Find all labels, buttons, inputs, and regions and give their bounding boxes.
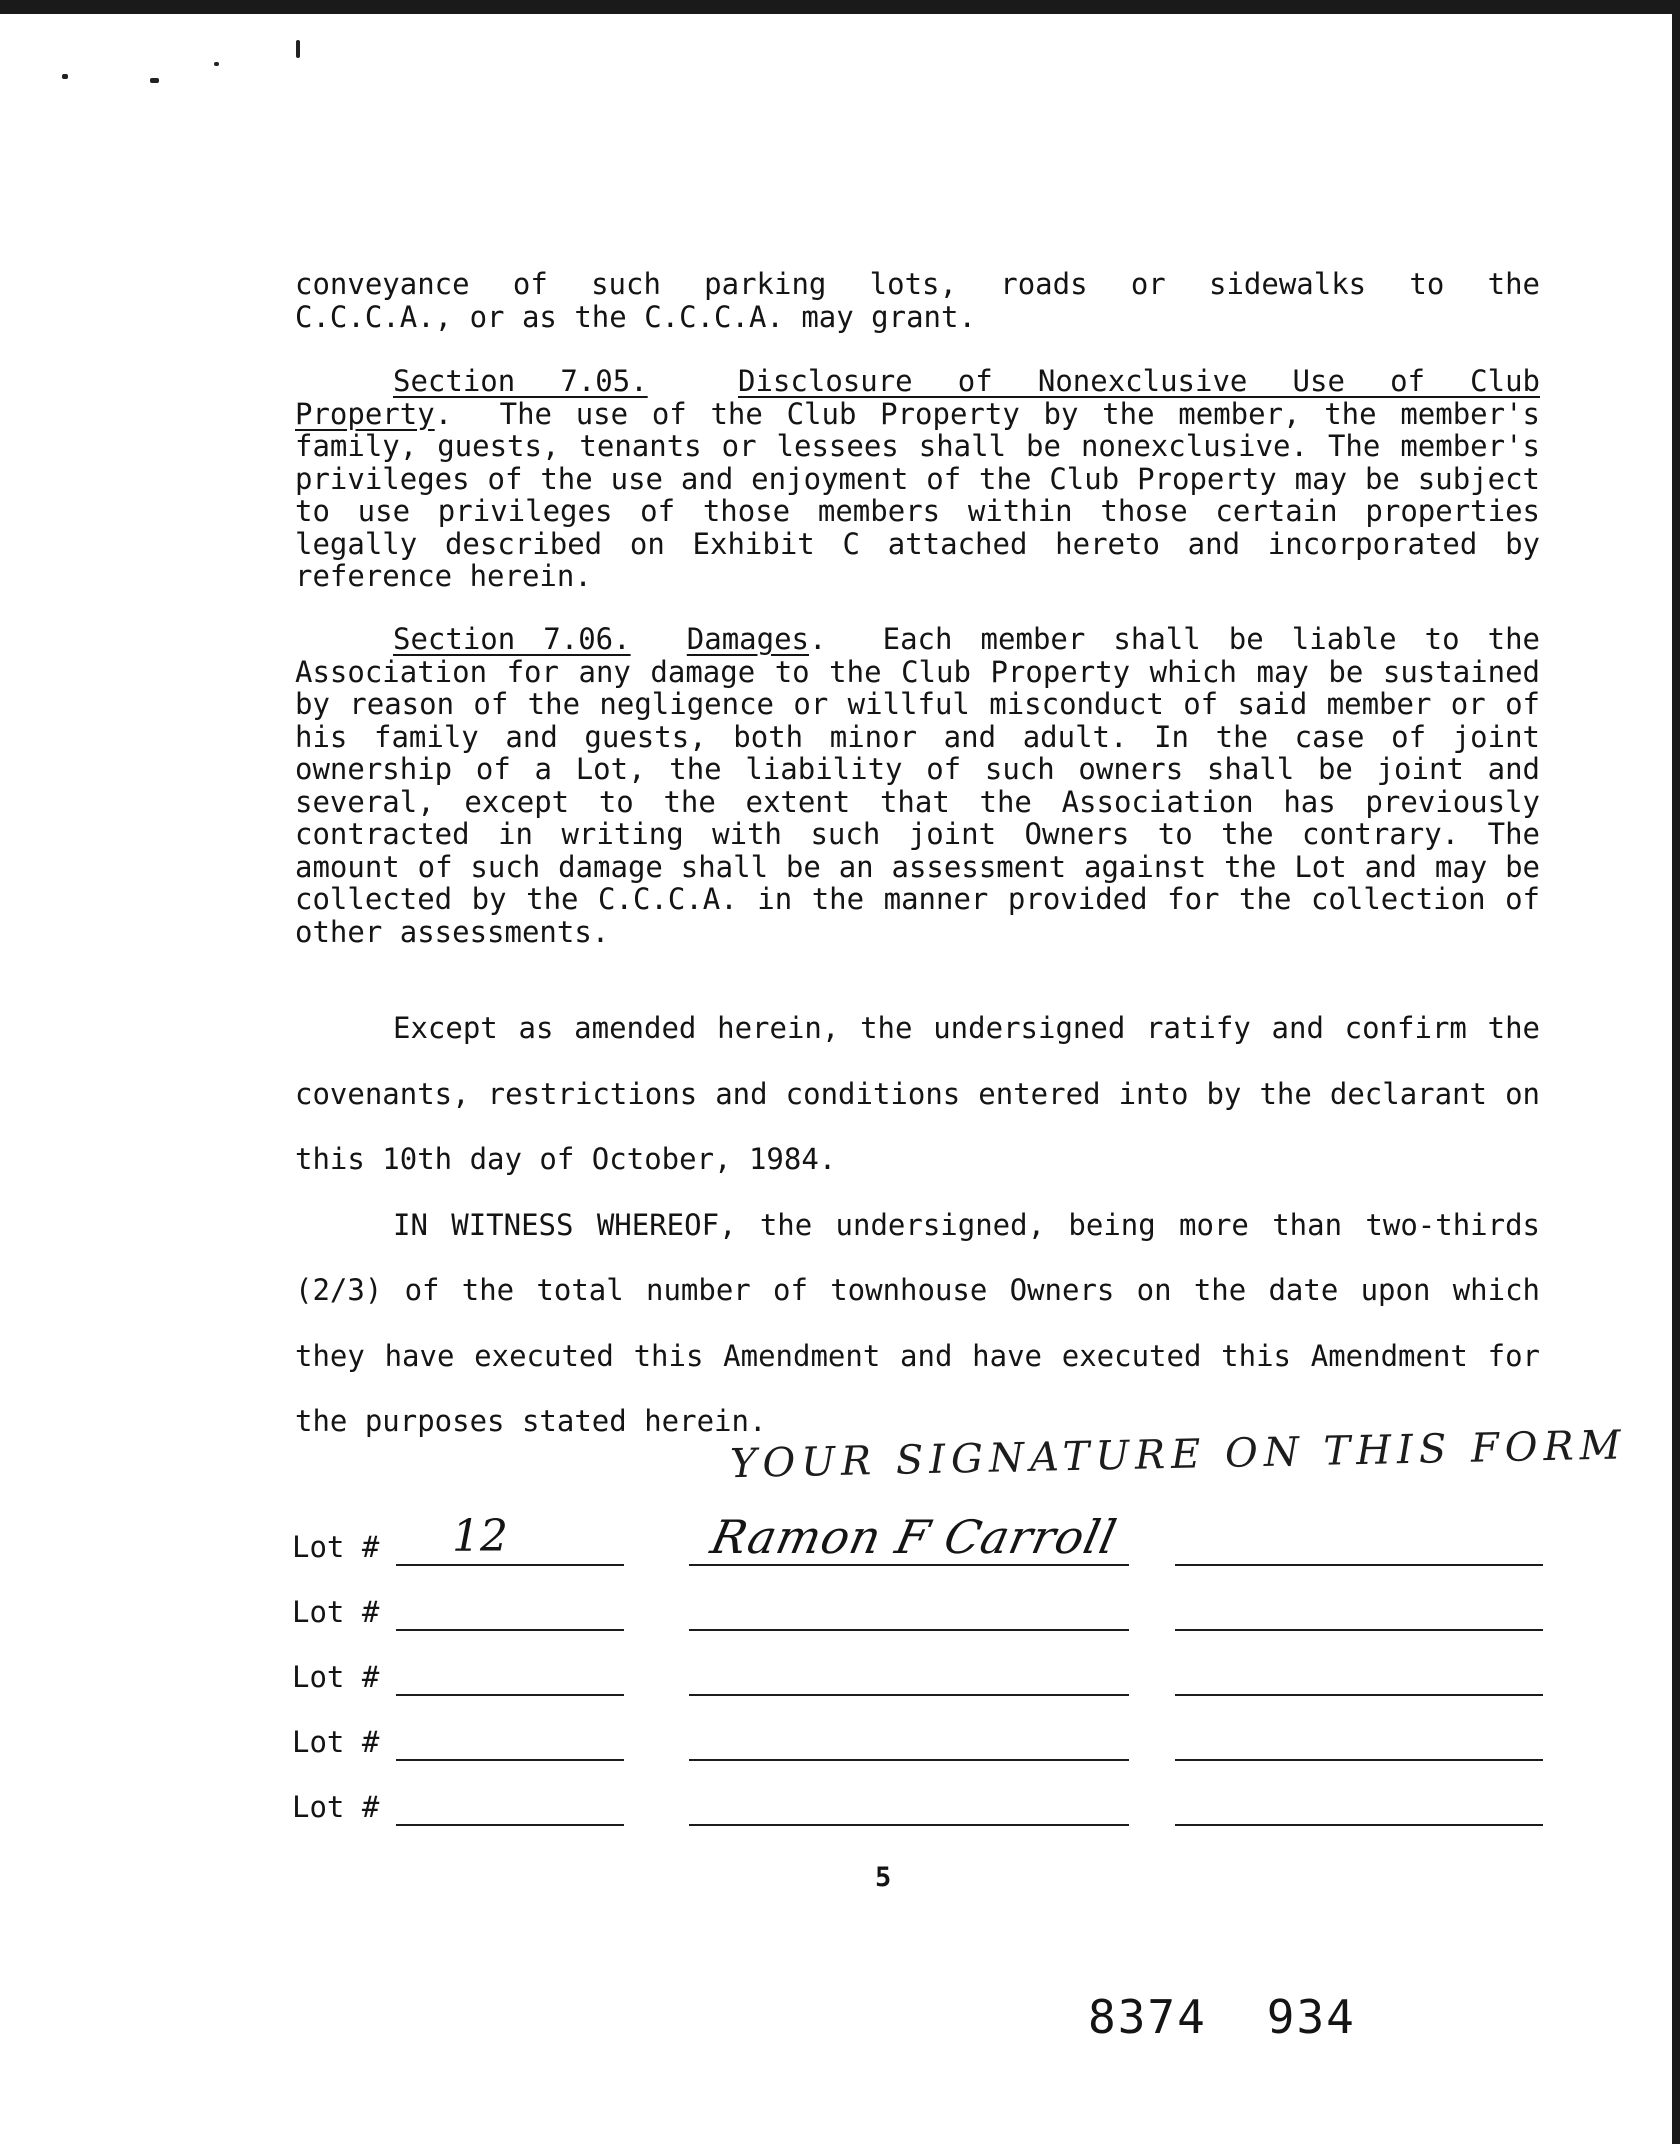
section-7-06: Section 7.06. Damages. Each member shall be liable to the Association for any damage to the Club Property which may be sustained by reason of the negligence or willful misconduct of said member or of his family and guests, both minor and adult. In the case of joint ownership of a Lot, the liability of such owners shall be joint and several, except to the extent that the Association has previously contracted in writing with such joint Owners to the contrary. The amount of such damage shall be an assessment against the Lot and may be collected by the C.C.C.A. in the manner provided for the collection of other assessments. — [295, 622, 1541, 949]
scan-edge-top — [0, 0, 1680, 14]
lot-number-line — [396, 1564, 624, 1566]
lot-label: Lot # — [292, 1660, 380, 1694]
continuation-text — [295, 268, 1540, 333]
extra-line — [1175, 1629, 1543, 1631]
lot-row — [292, 1721, 1552, 1761]
document-number — [1088, 1990, 1356, 2044]
lot-number-line — [396, 1629, 624, 1631]
closing-paragraphs — [295, 996, 1540, 1455]
lot-label: Lot # — [292, 1595, 380, 1629]
scan-speck — [296, 40, 300, 58]
signature-line — [689, 1824, 1129, 1826]
lot-label: Lot # — [292, 1790, 380, 1824]
section-7-05-title: Disclosure of Nonexclusive Use of Club Property — [295, 364, 1540, 431]
signature-line — [689, 1759, 1129, 1761]
owner-signature: Ramon F Carroll — [706, 1510, 1122, 1564]
lot-row — [292, 1786, 1552, 1826]
section-7-05-body: The use of the Club Property by the member, the member's family, guests, tenants or lessees shall be nonexclusive. The member's privileges of the use and enjoyment of the Club Property may be subject to use privileges of those members within those certain properties legally described on Exhibit C attached hereto and incorporated by reference herein. — [295, 396, 1540, 593]
section-7-05-number: Section 7.05. — [393, 364, 648, 398]
lot-label: Lot # — [292, 1530, 380, 1564]
extra-line — [1175, 1759, 1543, 1761]
scan-edge-right — [1672, 0, 1680, 2144]
lot-row — [292, 1510, 1552, 1566]
signature-line — [689, 1629, 1129, 1631]
section-7-06-body: Each member shall be liable to the Association for any damage to the Club Property which may be sustained by reason of the negligence or willful misconduct of said member or of his family and guests, both minor and adult. In the case of joint ownership of a Lot, the liability of such owners shall be joint and several, except to the extent that the Association has previously contracted in writing with such joint Owners to the contrary. The amount of such damage shall be an assessment against the Lot and may be collected by the C.C.C.A. in the manner provided for the collection of other assessments. — [295, 622, 1541, 949]
document-number-part-2: 934 — [1266, 1990, 1356, 2044]
document-number-part-1: 8374 — [1088, 1990, 1207, 2044]
ratify-paragraph: Except as amended herein, the undersigned ratify and confirm the covenants, restrictions and conditions entered into by the declarant on this 10th day of October, 1984. — [295, 1011, 1540, 1176]
continuation-line-2: C.C.C.A., or as the C.C.C.A. may grant. — [295, 299, 976, 334]
lot-row — [292, 1656, 1552, 1696]
section-7-06-number: Section 7.06. — [393, 622, 631, 656]
signature-line — [689, 1564, 1129, 1566]
extra-line — [1175, 1824, 1543, 1826]
extra-line — [1175, 1564, 1543, 1566]
extra-line — [1175, 1694, 1543, 1696]
scan-speck — [214, 62, 219, 66]
lot-number-line — [396, 1824, 624, 1826]
witness-paragraph: IN WITNESS WHEREOF, the undersigned, being more than two-thirds (2/3) of the total number of townhouse Owners on the date upon which they have executed this Amendment and have executed this Amendment for the purposes stated herein. — [295, 1207, 1540, 1438]
lot-number-line — [396, 1759, 624, 1761]
section-7-06-title: Damages — [686, 622, 809, 656]
lot-row — [292, 1591, 1552, 1631]
page-number: 5 — [875, 1862, 892, 1893]
lot-label: Lot # — [292, 1725, 380, 1759]
scan-speck — [150, 78, 159, 83]
continuation-line-1: conveyance of such parking lots, roads or sidewalks to the — [295, 267, 1540, 301]
handwritten-note: YOUR SIGNATURE ON THIS FORM — [729, 1422, 1628, 1488]
scan-speck — [62, 74, 68, 79]
lot-number-line — [396, 1694, 624, 1696]
signature-line — [689, 1694, 1129, 1696]
section-7-05: Section 7.05. Disclosure of Nonexclusive Use of Club Property. The use of the Club Property by the member, the member's family, guests, tenants or lessees shall be nonexclusive. The member's privileges of the use and enjoyment of the Club Property may be subject to use privileges of those members within those certain properties legally described on Exhibit C attached hereto and incorporated by reference herein. — [295, 364, 1540, 593]
lot-number: 12 — [452, 1511, 508, 1562]
